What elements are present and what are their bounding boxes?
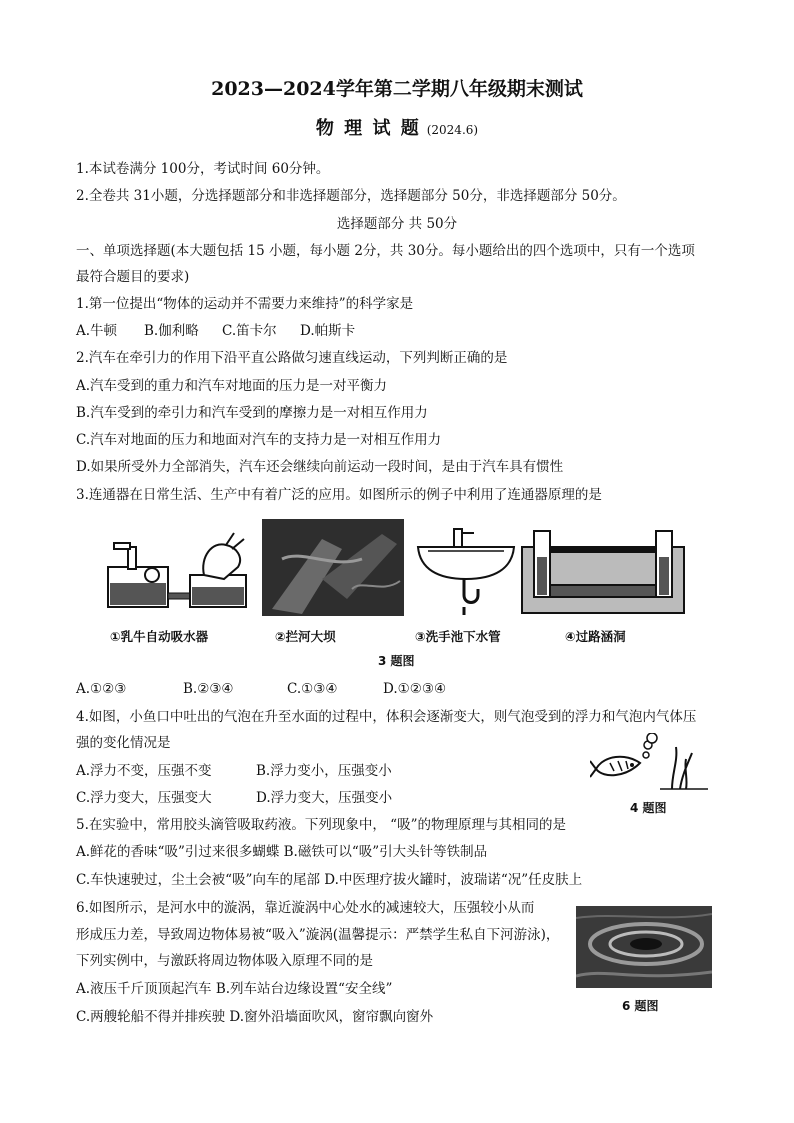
q3-options xyxy=(76,680,446,698)
q3-option-a: A.①②③ xyxy=(76,681,127,697)
q2-option-a: A.汽车受到的重力和汽车对地面的压力是一对平衡力 xyxy=(76,378,388,394)
exam-subject xyxy=(0,120,794,139)
q6-stem-3: 下列实例中，与激跃将周边物体吸入原理不同的是 xyxy=(76,953,373,969)
q4-options-ab xyxy=(76,762,392,780)
subject-text: 物 理 试 题 xyxy=(315,118,421,139)
note-1: 1.本试卷满分 100分，考试时间 60分钟。 xyxy=(76,161,330,177)
q2-stem: 2.汽车在牵引力的作用下沿平直公路做匀速直线运动，下列判断正确的是 xyxy=(76,350,508,366)
q4-option-d: D.浮力变大，压强变小 xyxy=(256,790,393,806)
q1-stem: 1.第一位提出“物体的运动并不需要力来维持”的科学家是 xyxy=(76,296,414,312)
part-one-line-1: 一、单项选择题(本大题包括 15 小题，每小题 2分，共 30分。每小题给出的四个选项中，只有一个选项 xyxy=(76,243,695,259)
q4-figure-label: 4 题图 xyxy=(630,801,667,815)
part-one-line-2: 最符合题目的要求) xyxy=(76,269,190,285)
dam-photo xyxy=(262,519,404,616)
q6-options-ab: A.液压千斤顶顶起汽车 B.列车站台边缘设置“安全线” xyxy=(76,981,393,997)
q4-stem-2: 强的变化情况是 xyxy=(76,735,171,751)
q6-options-cd: C.两艘轮船不得并排疾驶 D.窗外沿墙面吹风，窗帘飘向窗外 xyxy=(76,1009,434,1025)
note-2: 2.全卷共 31小题，分选择题部分和非选择题部分，选择题部分 50分，非选择题部分 50分。 xyxy=(76,188,626,204)
q5-stem: 5.在实验中，常用胶头滴管吸取药液。下列现象中， “吸”的物理原理与其相同的是 xyxy=(76,817,566,833)
q2-option-b: B.汽车受到的牵引力和汽车受到的摩擦力是一对相互作用力 xyxy=(76,405,428,421)
q3-caption-4: ④过路涵洞 xyxy=(565,629,626,644)
q3-figure-label: 3 题图 xyxy=(378,654,415,668)
q5-options-ab: A.鲜花的香味“吸”引过来很多蝴蝶 B.磁铁可以“吸”引大头针等铁制品 xyxy=(76,844,488,860)
q2-option-d: D.如果所受外力全部消失，汽车还会继续向前运动一段时间，是由于汽车具有惯性 xyxy=(76,459,564,475)
q4-option-b: B.浮力变小，压强变小 xyxy=(256,763,392,779)
culvert-figure xyxy=(520,527,686,617)
whirlpool-photo xyxy=(576,906,712,988)
q6-figure-label: 6 题图 xyxy=(622,999,659,1013)
q6-stem-2: 形成压力差，导致周边物体易被“吸入”漩涡(温馨提示：严禁学生私自下河游泳)， xyxy=(76,927,560,943)
exam-title: 2023—2024学年第二学期八年级期末测试 xyxy=(211,78,583,100)
q3-caption-3: ③洗手池下水管 xyxy=(415,629,501,644)
q3-option-d: D.①②③④ xyxy=(383,681,447,697)
q5-options-cd: C.车快速驶过，尘土会被“吸”向车的尾部 D.中医理疗拔火罐时，波瑞诺“况”任皮肤上 xyxy=(76,872,583,888)
q3-caption-1: ①乳牛自动吸水器 xyxy=(110,629,209,644)
q4-options-cd xyxy=(76,789,392,807)
q3-option-c: C.①③④ xyxy=(287,681,338,697)
q4-stem-1: 4.如图，小鱼口中吐出的气泡在升至水面的过程中，体积会逐渐变大，则气泡受到的浮力和气泡内气体压 xyxy=(76,709,697,725)
cow-drinker-figure xyxy=(104,527,254,619)
q1-option-c: C.笛卡尔 xyxy=(222,323,277,339)
q3-option-b: B.②③④ xyxy=(183,681,234,697)
q1-option-a: A.牛顿 xyxy=(76,323,118,339)
q4-option-a: A.浮力不变，压强不变 xyxy=(76,763,212,779)
sink-figure xyxy=(414,523,518,617)
q1-option-b: B.伽利略 xyxy=(144,323,199,339)
q6-stem-1: 6.如图所示，是河水中的漩涡，靠近漩涡中心处水的减速较大，压强较小从而 xyxy=(76,900,535,916)
q1-options xyxy=(76,322,355,340)
q2-option-c: C.汽车对地面的压力和地面对汽车的支持力是一对相互作用力 xyxy=(76,432,442,448)
q3-caption-2: ②拦河大坝 xyxy=(275,629,336,644)
q1-option-d: D.帕斯卡 xyxy=(300,323,356,339)
fish-bubble-figure xyxy=(590,733,710,793)
q4-option-c: C.浮力变大，压强变大 xyxy=(76,790,212,806)
section-title: 选择题部分 共 50分 xyxy=(336,216,458,232)
q3-stem: 3.连通器在日常生活、生产中有着广泛的应用。如图所示的例子中利用了连通器原理的是 xyxy=(76,487,602,503)
exam-date: (2024.6) xyxy=(426,123,479,137)
